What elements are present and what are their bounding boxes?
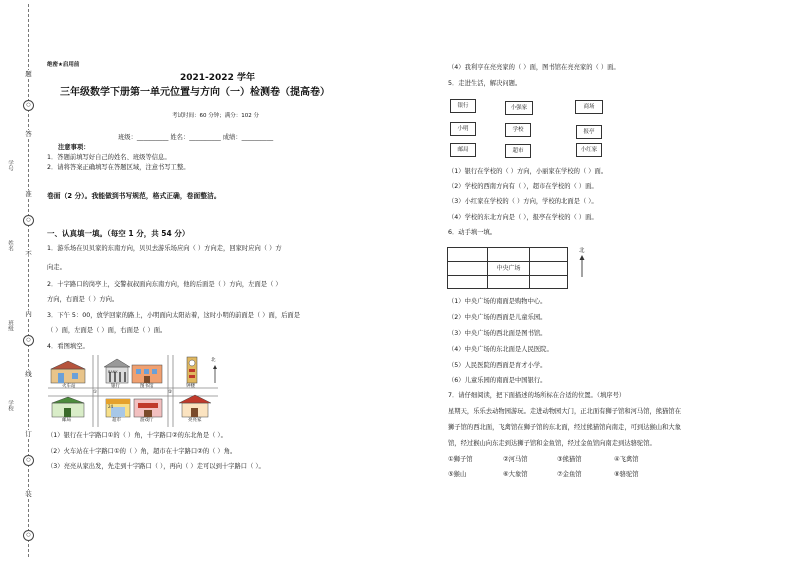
binding-field-school: 学校 — [7, 400, 13, 411]
bank-sign: BANK — [108, 370, 118, 374]
note-item: 2．请将答案正确填写在答题区域，注意书写工整。 — [47, 164, 190, 171]
supermarket-sign: 24 — [108, 404, 114, 409]
binding-hole: ○ — [23, 530, 34, 541]
q6-grid-cell[interactable] — [447, 261, 488, 276]
binding-dashed-line — [28, 4, 29, 557]
secret-label: 绝密★启用前 — [47, 62, 80, 68]
q6-grid-cell[interactable] — [529, 275, 568, 289]
question-4-heading: 4．看图填空。 — [47, 343, 89, 350]
binding-label: 准 — [23, 190, 34, 198]
crossing-1-label: ① — [93, 390, 98, 395]
q7-option-lion: ①狮子馆 — [448, 456, 473, 463]
binding-field-student-id: 学号 — [7, 160, 13, 171]
q6-north-arrow-icon — [578, 255, 586, 277]
q6-center-cell: 中央广场 — [487, 261, 530, 276]
library-icon — [132, 365, 162, 383]
binding-hole: ○ — [23, 100, 34, 111]
clock-tower-icon — [187, 357, 197, 383]
student-fields-line[interactable]: 班级：__________ 姓名：__________ 成绩：__________ — [118, 134, 274, 141]
note-item: 1．答题前填写好自己的姓名、班级等信息。 — [47, 154, 171, 161]
binding-hole: ○ — [23, 455, 34, 466]
q6-grid — [447, 247, 568, 289]
question-6-4: （4）中央广场的东北面是人民医院。 — [448, 346, 553, 353]
q6-grid-cell[interactable] — [487, 247, 530, 262]
q7-option-hippo: ②河马馆 — [503, 456, 528, 463]
question-3-line2: （ ）面，左面是（ ）面，右面是（ ）面。 — [47, 327, 167, 334]
scene-label-clock-tower: 钟楼 — [186, 384, 195, 389]
question-3-line1: 3．下午 5：00，放学回家的路上，小明面向太阳站着，这时小明的前面是（ ）面，后面是 — [47, 312, 301, 319]
page-title: 三年级数学下册第一单元位置与方向（一）检测卷（提高卷） — [60, 87, 330, 98]
q6-grid-cell[interactable] — [487, 275, 530, 289]
binding-label: 不 — [23, 250, 34, 258]
q5-box-xiaoqiang-home: 小强家 — [505, 101, 533, 115]
game-hall-icon — [134, 399, 162, 417]
binding-label: 题 — [23, 70, 34, 78]
q7-option-panda: ③熊猫馆 — [557, 456, 582, 463]
binding-field-name: 姓名 — [7, 240, 13, 251]
binding-label: 线 — [23, 370, 34, 378]
question-6-3: （3）中央广场的西北面是图书馆。 — [448, 330, 547, 337]
question-5-heading: 5．走进生活，解决问题。 — [448, 80, 522, 87]
binding-strip — [0, 0, 44, 561]
question-6-1: （1）中央广场的南面是购物中心。 — [448, 298, 547, 305]
scene-label-library: 图书馆 — [140, 384, 154, 389]
q7-option-camel: ⑧骆驼馆 — [614, 471, 639, 478]
binding-hole: ○ — [23, 215, 34, 226]
question-6-2: （2）中央广场的西面是儿童乐园。 — [448, 314, 547, 321]
question-4-1: （1）银行在十字路口①的（ ）角，十字路口②的东北角是（ ）。 — [47, 432, 227, 439]
scene-label-supermarket: 超市 — [112, 418, 121, 423]
question-6-heading: 6．动手填一填。 — [448, 229, 497, 236]
train-station-icon — [51, 361, 85, 383]
section1-heading: 一、认真填一填。（每空 1 分，共 54 分） — [47, 229, 190, 238]
q6-grid-cell[interactable] — [529, 247, 568, 262]
question-5-1: （1）银行在学校的（ ）方向，小丽家在学校的（ ）面。 — [448, 168, 608, 175]
q5-box-bank: 银行 — [450, 99, 476, 113]
q5-box-xiaohong-home: 小红家 — [576, 143, 602, 157]
binding-label: 答 — [23, 130, 34, 138]
q7-option-goldfish: ⑦金鱼馆 — [557, 471, 582, 478]
q6-grid-cell[interactable] — [447, 275, 488, 289]
q5-box-supermarket: 超市 — [505, 144, 531, 158]
binding-label: 订 — [23, 430, 34, 438]
scene-label-liangliang-home: 亮亮家 — [188, 418, 202, 423]
binding-label: 装 — [23, 490, 34, 498]
post-office-icon — [52, 397, 84, 417]
question-1-line1: 1．游乐场在贝贝家的东南方向，贝贝去游乐场应向（ ）方向走，回家时应向（ ）方 — [47, 245, 282, 252]
binding-hole: ○ — [23, 335, 34, 346]
scene-label-post-office: 邮局 — [62, 418, 71, 423]
question-7-text: 星期天，乐乐去动物园游玩。走进动物园大门，正北面有狮子馆和河马馆，熊猫馆在 — [448, 408, 681, 415]
scene-north-label: 北 — [211, 358, 216, 363]
question-6-6: （6）儿童乐园的南面是中国银行。 — [448, 377, 547, 384]
crossing-2-label: ② — [168, 390, 173, 395]
question-2-line2: 方向，右面是（ ）方向。 — [47, 296, 119, 303]
question-5-2: （2）学校的西南方向有（ ），超市在学校的（ ）面。 — [448, 183, 598, 190]
question-1-line2: 向走。 — [47, 264, 66, 271]
scene-label-bank: 银行 — [111, 384, 120, 389]
q6-north-label: 北 — [579, 248, 585, 254]
question-5-3: （3）小红家在学校的（ ）方向，学校的北面是（ ）。 — [448, 198, 598, 205]
q5-box-xiaoming: 小明 — [450, 122, 476, 136]
q5-box-newsstand: 报亭 — [576, 125, 602, 139]
question-4-4: （4）我利亨在亮亮家的（ ）面，图书馆在亮亮家的（ ）面。 — [448, 64, 620, 71]
q6-grid-cell[interactable] — [447, 247, 488, 262]
q7-option-monkey: ⑤猴山 — [448, 471, 467, 478]
q6-grid-cell[interactable] — [529, 261, 568, 276]
question-4-3: （3）亮亮从家出发，先走到十字路口（ ），再向（ ）走可以到十字路口（ ）。 — [47, 463, 265, 470]
question-7-text: 馆，经过猴山向东走到达狮子馆和金鱼馆，经过金鱼馆向南走到达骆驼馆。 — [448, 440, 656, 447]
neatness-line: 卷面（2 分）。我能做到书写规范，格式正确，卷面整洁。 — [47, 192, 221, 200]
q5-box-mall: 商场 — [575, 100, 603, 114]
question-5-4: （4）学校的东北方向是（ ），报亭在学校的（ ）面。 — [448, 214, 598, 221]
notes-heading: 注意事项： — [58, 144, 90, 151]
exam-year: 2021-2022 学年 — [180, 73, 255, 83]
scene-label-game-hall: 游戏厅 — [140, 418, 154, 423]
binding-field-class: 班级 — [7, 320, 13, 331]
question-6-5: （5）人民医院的西面是育才小学。 — [448, 362, 547, 369]
q7-option-elephant: ⑥大象馆 — [503, 471, 528, 478]
question-7-heading: 7．请仔细阅读，把下面描述的场所标在合适的位置。（填序号） — [448, 392, 626, 399]
q5-box-post-office: 邮局 — [450, 143, 476, 157]
street-scene — [48, 355, 218, 427]
liangliang-home-icon — [179, 395, 211, 417]
binding-label: 内 — [23, 310, 34, 318]
q7-option-birds: ④飞禽馆 — [614, 456, 639, 463]
scene-label-train-station: 火车站 — [62, 384, 76, 389]
exam-info: 考试时间：60 分钟；满分：102 分 — [172, 113, 259, 119]
north-arrow-icon — [212, 365, 218, 383]
question-7-text: 狮子馆的西北面，飞禽馆在狮子馆的东北面，经过熊猫馆向南走，可到达猴山和大象 — [448, 424, 681, 431]
q5-box-school: 学校 — [505, 123, 531, 137]
question-2-line1: 2．十字路口的岗亭上，交警叔叔面向东南方向，他的后面是（ ）方向，左面是（ ） — [47, 281, 282, 288]
question-4-2: （2）火车站在十字路口①的（ ）角，超市在十字路口②的（ ）角。 — [47, 448, 237, 455]
